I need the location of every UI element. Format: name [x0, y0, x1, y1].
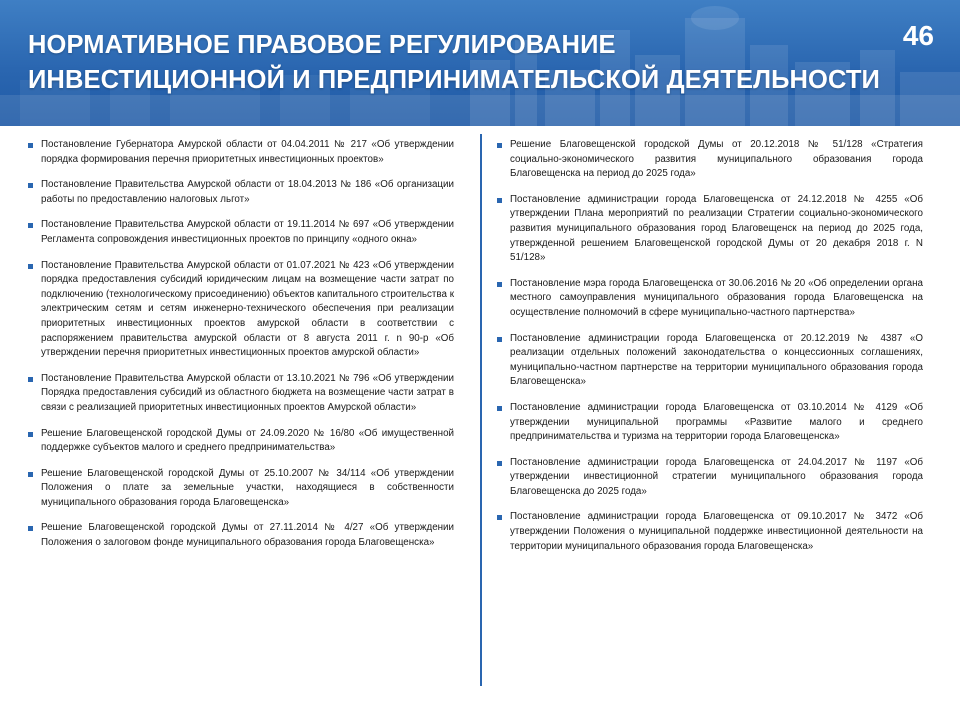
bullet-icon	[497, 198, 502, 203]
list-item-text: Постановление мэра города Благовещенска от 30.06.2016 № 20 «Об определении органа местного самоуправления муниципального образования города Благовещенска на осуществление полномочий в сфере муниципально-частного партнерства»	[510, 277, 923, 318]
bullet-icon	[28, 264, 33, 269]
list-item-text: Решение Благовещенской городской Думы от 20.12.2018 № 51/128 «Стратегия социально-экономического развития муниципального образования города Благовещенска на период до 2025 года»	[510, 139, 923, 180]
list-item	[497, 456, 923, 500]
bullet-icon	[497, 337, 502, 342]
list-item	[497, 510, 923, 554]
list-item	[28, 259, 454, 361]
page-number: 46	[902, 20, 934, 51]
list-item	[497, 138, 923, 182]
list-item-text: Постановление Правительства Амурской области от 19.11.2014 № 697 «Об утверждении Регламента сопровождения инвестиционных проектов по принципу «одного окна»	[41, 219, 454, 245]
list-item	[497, 401, 923, 445]
list-item	[497, 332, 923, 390]
column-divider	[480, 134, 482, 686]
bullet-icon	[28, 432, 33, 437]
bullet-icon	[28, 377, 33, 382]
bullet-icon	[28, 223, 33, 228]
list-item-text: Решение Благовещенской городской Думы от 25.10.2007 № 34/114 «Об утверждении Положения о плате за земельные участки, находящиеся в собственности муниципального образования города Благовещенска»	[41, 467, 454, 508]
list-item-text: Постановление Правительства Амурской области от 13.10.2021 № 796 «Об утверждении Порядка предоставления субсидий из областного бюджета на возмещение части затрат в связи с реализацией приоритетных инвестиционных проектов Амурской области»	[41, 372, 454, 413]
list-item	[28, 138, 454, 167]
list-item	[497, 277, 923, 321]
list-item-text: Решение Благовещенской городской Думы от 24.09.2020 № 16/80 «Об имущественной поддержке субъектов малого и среднего предпринимательства»	[41, 427, 454, 454]
list-item	[28, 467, 454, 511]
bullet-icon	[28, 472, 33, 477]
title-line-1: НОРМАТИВНОЕ ПРАВОВОЕ РЕГУЛИРОВАНИЕ	[28, 31, 616, 59]
bullet-icon	[497, 282, 502, 287]
bullet-icon	[497, 461, 502, 466]
left-column	[28, 138, 454, 562]
bullet-icon	[28, 183, 33, 188]
right-column	[497, 138, 923, 565]
list-item-text: Постановление администрации города Благовещенска от 20.12.2019 № 4387 «О реализации отдельных положений законодательства о концессионных соглашениях, муниципально-частном партнерстве на территории муниципального образования города Благовещенска»	[510, 332, 923, 388]
list-item-text: Постановление администрации города Благовещенска от 03.10.2014 № 4129 «Об утверждении муниципальной программы «Развитие малого и среднего предпринимательства и туризма на территории города Благовещенска»	[510, 401, 923, 443]
page-title	[28, 28, 880, 98]
list-item	[28, 427, 454, 456]
bullet-icon	[497, 406, 502, 411]
list-item	[497, 193, 923, 266]
title-line-2: ИНВЕСТИЦИОННОЙ И ПРЕДПРИНИМАТЕЛЬСКОЙ ДЕЯТЕЛЬНОСТИ	[28, 66, 880, 94]
header-banner	[0, 0, 960, 126]
list-item-text: Постановление Правительства Амурской области от 01.07.2021 № 423 «Об утверждении порядка предоставления субсидий юридическим лицам на возмещение части затрат по подключению (технологическому присоединению) объектов капитального строительства к электрическим сетям и сетям инженерно-технического обеспечения при реализации приоритетных инвестиционных проектов амурской области в соответствии с распоряжением правительства амурской области от 8 августа 2011 г. n 90-р «Об утверждении перечня приоритетных инвестиционных проектов амурской области»	[41, 259, 454, 359]
bullet-icon	[28, 143, 33, 148]
list-item-text: Постановление администрации города Благовещенска от 24.12.2018 № 4255 «Об утверждении Плана мероприятий по реализации Стратегии социально-экономического развития муниципального образования город Благовещенск на период до 2025 года, утвержденной решением Благовещенской городской Думы от 20 декабря 2018 г. N 51/128»	[510, 193, 923, 264]
left-document-list	[28, 138, 454, 551]
list-item-text: Постановление Губернатора Амурской области от 04.04.2011 № 217 «Об утверждении порядка формирования перечня приоритетных инвестиционных проектов»	[41, 139, 454, 165]
bullet-icon	[28, 526, 33, 531]
list-item	[28, 372, 454, 416]
list-item-text: Решение Благовещенской городской Думы от 27.11.2014 № 4/27 «Об утверждении Положения о залоговом фонде муниципального образования города Благовещенска»	[41, 522, 454, 549]
list-item-text: Постановление Правительства Амурской области от 18.04.2013 № 186 «Об организации работы по предоставлению налоговых льгот»	[41, 179, 454, 205]
list-item	[28, 218, 454, 247]
list-item	[28, 178, 454, 207]
bullet-icon	[497, 515, 502, 520]
right-document-list	[497, 138, 923, 554]
list-item-text: Постановление администрации города Благовещенска от 09.10.2017 № 3472 «Об утверждении Положения о муниципальной поддержке инвестиционной деятельности на территории муниципального образования города Благовещенска»	[510, 511, 923, 552]
list-item-text: Постановление администрации города Благовещенска от 24.04.2017 № 1197 «Об утверждении инвестиционной стратегии муниципального образования города Благовещенска до 2025 года»	[510, 456, 923, 497]
list-item	[28, 521, 454, 550]
bullet-icon	[497, 143, 502, 148]
